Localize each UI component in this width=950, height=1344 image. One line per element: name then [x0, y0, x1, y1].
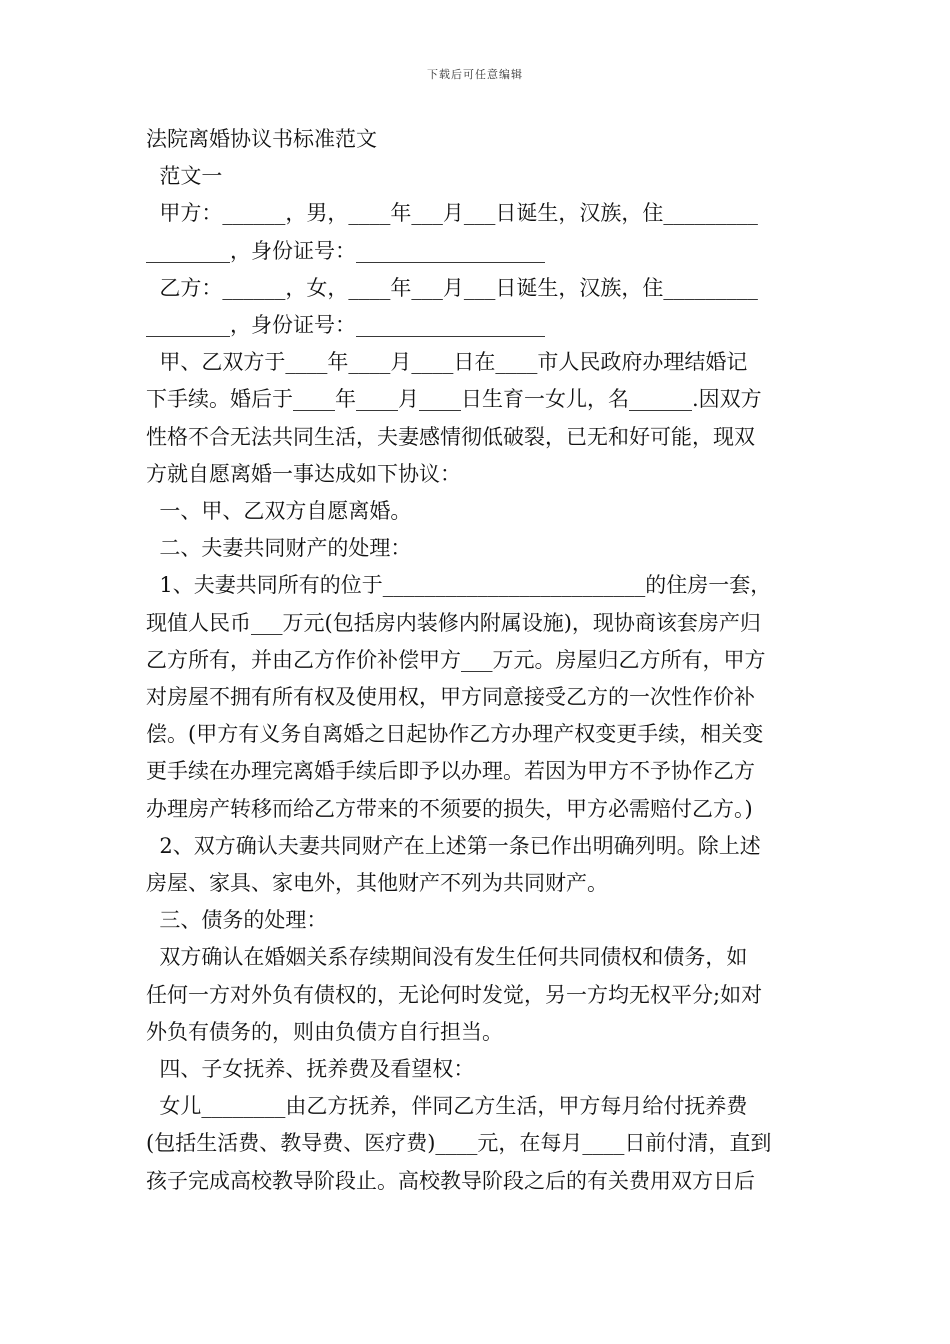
paragraph-line: 方就自愿离婚一事达成如下协议： [146, 461, 461, 486]
paragraph-line: 甲、乙双方于____年____月____日在____市人民政府办理结婚记 [146, 350, 748, 375]
paragraph-line: 更手续在办理完离婚手续后即予以办理。若因为甲方不予协作乙方 [146, 759, 755, 784]
party-b-id-line: ________，身份证号：__________________ [146, 313, 545, 338]
paragraph-line: 外负有债务的，则由负债方自行担当。 [146, 1019, 503, 1044]
paragraph-line: 现值人民币___万元(包括房内装修内附属设施)，现协商该套房产归 [146, 610, 761, 635]
paragraph-line: 偿。(甲方有义务自离婚之日起协作乙方办理产权变更手续，相关变 [146, 722, 764, 747]
document-body [146, 121, 810, 1200]
party-a-line: 甲方：______，男，____年___月___日诞生，汉族，住_________ [146, 201, 758, 226]
paragraph-line: 乙方所有，并由乙方作价补偿甲方___万元。房屋归乙方所有，甲方 [146, 647, 766, 672]
paragraph-line: 任何一方对外负有债权的，无论何时发觉，另一方均无权平分;如对 [146, 982, 763, 1007]
section-heading: 范文一 [146, 164, 223, 189]
paragraph-line: 1、夫妻共同所有的位于_________________________的住房一套， [146, 573, 772, 598]
paragraph-line: 下手续。婚后于____年____月____日生育一女儿，名______.因双方 [146, 387, 762, 412]
party-b-line: 乙方：______，女，____年___月___日诞生，汉族，住_________ [146, 275, 758, 300]
clause-heading: 一、甲、乙双方自愿离婚。 [146, 499, 412, 524]
clause-heading: 二、夫妻共同财产的处理： [146, 536, 412, 561]
paragraph-line: 房屋、家具、家电外，其他财产不列为共同财产。 [146, 871, 608, 896]
paragraph-line: 孩子完成高校教导阶段止。高校教导阶段之后的有关费用双方日后 [146, 1168, 755, 1193]
paragraph-line: 办理房产转移而给乙方带来的不须要的损失，甲方必需赔付乙方。) [146, 796, 753, 821]
paragraph-line: 性格不合无法共同生活，夫妻感情彻低破裂，已无和好可能，现双 [146, 424, 755, 449]
paragraph-line: (包括生活费、教导费、医疗费)____元，在每月____日前付清，直到 [146, 1131, 772, 1156]
party-a-id-line: ________，身份证号：__________________ [146, 238, 545, 263]
paragraph-line: 对房屋不拥有所有权及使用权，甲方同意接受乙方的一次性作价补 [146, 685, 755, 710]
clause-heading: 四、子女抚养、抚养费及看望权： [146, 1057, 475, 1082]
document-title: 法院离婚协议书标准范文 [146, 127, 377, 151]
paragraph-line: 2、双方确认夫妻共同财产在上述第一条已作出明确列明。除上述 [146, 833, 761, 858]
paragraph-line: 双方确认在婚姻关系存续期间没有发生任何共同债权和债务，如 [146, 945, 748, 970]
clause-heading: 三、债务的处理： [146, 908, 328, 933]
paragraph-line: 女儿________由乙方抚养，伴同乙方生活，甲方每月给付抚养费 [146, 1094, 748, 1119]
header-note: 下载后可任意编辑 [427, 68, 523, 81]
